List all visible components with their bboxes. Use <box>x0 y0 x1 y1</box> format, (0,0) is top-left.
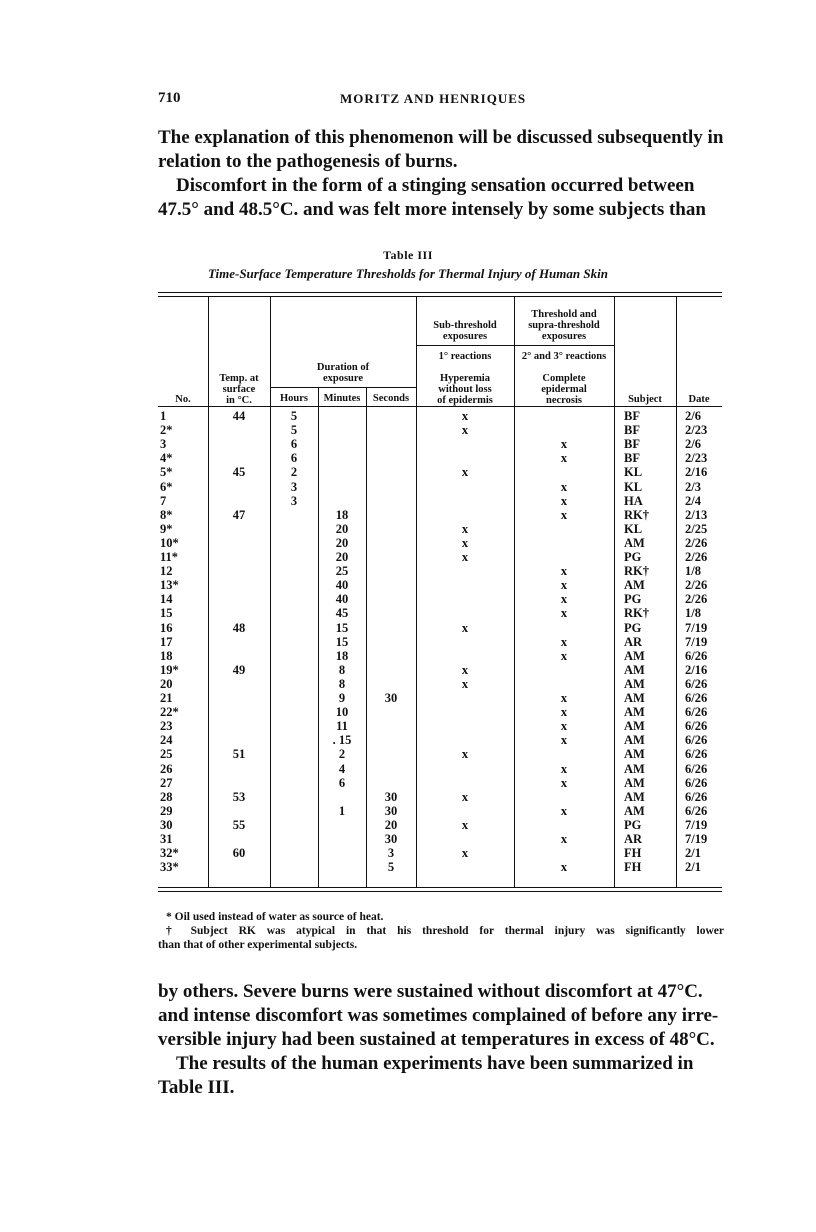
cell-subject: BF <box>624 437 640 452</box>
cell-hours: 6 <box>290 437 298 452</box>
footnote-oil: * Oil used instead of water as source of heat. <box>166 911 384 923</box>
table-label: Table III <box>383 248 433 262</box>
cell-no: 3 <box>160 437 167 452</box>
cell-temp: 44 <box>232 409 246 423</box>
cell-date: 6/26 <box>685 676 708 691</box>
cell-no: 18 <box>160 648 173 663</box>
cell-no: 32* <box>160 846 179 861</box>
paragraph-line: The results of the human experiments have been summarized in <box>176 1053 694 1074</box>
cell-subject: FH <box>624 860 642 875</box>
cell-supra-threshold: x <box>560 507 568 522</box>
cell-date: 2/1 <box>685 846 701 861</box>
cell-sub-threshold: x <box>461 550 469 564</box>
cell-no: 20 <box>160 676 173 691</box>
paragraph-line: versible injury had been sustained at temperatures in excess of 48°C. <box>158 1029 715 1050</box>
cell-no: 10* <box>160 535 179 550</box>
header-subject: Subject <box>628 394 662 405</box>
cell-subject: BF <box>624 451 640 466</box>
cell-seconds: 30 <box>384 832 398 846</box>
cell-no: 23 <box>160 719 173 734</box>
cell-subject: PG <box>624 817 642 832</box>
cell-date: 7/19 <box>685 817 708 832</box>
paragraph-line: relation to the pathogenesis of burns. <box>158 151 458 172</box>
header-date: Date <box>688 394 710 405</box>
cell-subject: AR <box>624 634 643 649</box>
cell-subject: HA <box>624 493 643 508</box>
cell-supra-threshold: x <box>560 648 568 663</box>
cell-subject: AM <box>624 676 645 691</box>
cell-minutes: 40 <box>335 578 349 593</box>
cell-no: 7 <box>160 493 167 508</box>
footnote-rk-1: † Subject RK was atypical in that his threshold for thermal injury was significantly lower <box>166 925 724 937</box>
cell-sub-threshold: x <box>461 620 469 635</box>
cell-supra-threshold: x <box>560 860 568 875</box>
cell-date: 2/16 <box>685 465 708 480</box>
cell-no: 28 <box>160 789 173 804</box>
header-supra-threshold-2: supra-threshold <box>528 320 600 331</box>
cell-subject: PG <box>624 592 642 607</box>
cell-date: 1/8 <box>685 606 701 621</box>
cell-sub-threshold: x <box>461 789 469 804</box>
cell-subject: KL <box>624 521 643 536</box>
cell-date: 2/23 <box>685 423 708 438</box>
paragraph-line: Discomfort in the form of a stinging sensation occurred between <box>176 175 695 196</box>
cell-minutes: 8 <box>338 676 346 691</box>
cell-subject: PG <box>624 620 642 635</box>
cell-date: 7/19 <box>685 620 708 635</box>
footnote-rk-2: than that of other experimental subjects. <box>158 939 358 951</box>
running-title: MORITZ AND HENRIQUES <box>340 91 527 106</box>
cell-no: 24 <box>160 733 173 748</box>
cell-sub-threshold: x <box>461 465 469 480</box>
header-sub-desc-2: without loss <box>438 384 492 395</box>
cell-minutes: 10 <box>335 705 349 720</box>
header-no: No. <box>175 394 191 405</box>
cell-date: 2/6 <box>685 437 701 452</box>
header-sub-threshold-1: Sub-threshold <box>433 320 497 331</box>
cell-supra-threshold: x <box>560 634 568 649</box>
cell-no: 9* <box>160 521 173 536</box>
cell-no: 30 <box>160 817 173 832</box>
cell-subject: PG <box>624 550 642 564</box>
cell-subject: RK† <box>624 507 649 522</box>
cell-supra-threshold: x <box>560 705 568 720</box>
cell-temp: 53 <box>232 789 246 804</box>
cell-supra-threshold: x <box>560 719 568 734</box>
cell-hours: 5 <box>290 423 298 438</box>
paragraph-line: The explanation of this phenomenon will be discussed subsequently in <box>158 127 724 148</box>
cell-temp: 47 <box>232 507 246 522</box>
cell-date: 2/26 <box>685 592 708 607</box>
cell-minutes: 11 <box>336 719 348 734</box>
cell-seconds: 3 <box>387 846 395 861</box>
header-supra-desc-1: Complete <box>542 373 586 384</box>
cell-subject: BF <box>624 423 640 438</box>
cell-subject: RK† <box>624 564 649 579</box>
cell-seconds: 30 <box>384 789 398 804</box>
cell-subject: KL <box>624 465 643 480</box>
cell-date: 7/19 <box>685 832 708 846</box>
header-temp-1: Temp. at <box>219 373 259 384</box>
cell-temp: 45 <box>232 465 246 480</box>
cell-no: 4* <box>160 451 173 466</box>
cell-supra-threshold: x <box>560 564 568 579</box>
header-duration-2: exposure <box>322 373 364 384</box>
cell-no: 12 <box>160 564 173 579</box>
header-supra-threshold-3: exposures <box>541 331 587 342</box>
cell-sub-threshold: x <box>461 846 469 861</box>
cell-no: 25 <box>160 747 173 762</box>
cell-sub-threshold: x <box>461 662 469 677</box>
cell-temp: 60 <box>232 846 246 861</box>
cell-minutes: 15 <box>335 620 349 635</box>
cell-date: 2/23 <box>685 451 708 466</box>
cell-temp: 51 <box>232 747 246 762</box>
cell-hours: 3 <box>290 479 298 494</box>
cell-subject: AM <box>624 747 645 762</box>
cell-subject: AM <box>624 691 645 705</box>
cell-hours: 3 <box>290 493 298 508</box>
cell-subject: AM <box>624 705 645 720</box>
cell-date: 2/13 <box>685 507 708 522</box>
cell-supra-threshold: x <box>560 803 568 818</box>
header-supra-reactions: 2° and 3° reactions <box>521 351 607 362</box>
cell-no: 22* <box>160 705 179 720</box>
cell-subject: AM <box>624 535 645 550</box>
cell-sub-threshold: x <box>461 535 469 550</box>
cell-supra-threshold: x <box>560 493 568 508</box>
cell-no: 19* <box>160 662 179 677</box>
cell-subject: AM <box>624 761 645 776</box>
cell-minutes: 6 <box>338 775 346 790</box>
paragraph-line: and intense discomfort was sometimes complained of before any irre- <box>158 1005 719 1026</box>
header-seconds: Seconds <box>372 393 410 404</box>
cell-no: 16 <box>160 620 173 635</box>
cell-date: 6/26 <box>685 803 708 818</box>
cell-date: 2/16 <box>685 662 708 677</box>
cell-date: 6/26 <box>685 648 708 663</box>
cell-temp: 48 <box>232 620 246 635</box>
header-supra-desc-2: epidermal <box>541 384 587 395</box>
cell-date: 2/1 <box>685 860 701 875</box>
cell-subject: AM <box>624 789 645 804</box>
cell-no: 5* <box>160 465 173 480</box>
cell-date: 2/26 <box>685 535 708 550</box>
cell-subject: AM <box>624 775 645 790</box>
cell-sub-threshold: x <box>461 521 469 536</box>
cell-date: 6/26 <box>685 719 708 734</box>
cell-no: 17 <box>160 634 173 649</box>
cell-date: 2/26 <box>685 578 708 593</box>
cell-supra-threshold: x <box>560 479 568 494</box>
cell-no: 13* <box>160 578 179 593</box>
cell-minutes: 25 <box>335 564 349 579</box>
cell-subject: AM <box>624 803 645 818</box>
cell-minutes: 20 <box>335 535 349 550</box>
cell-minutes: 1 <box>338 803 346 818</box>
cell-subject: KL <box>624 479 643 494</box>
cell-minutes: 8 <box>338 662 346 677</box>
header-duration-1: Duration of <box>316 362 370 373</box>
cell-date: 6/26 <box>685 691 708 705</box>
cell-supra-threshold: x <box>560 691 568 705</box>
cell-subject: AM <box>624 648 645 663</box>
header-sub-reactions: 1° reactions <box>438 351 492 362</box>
cell-minutes: 4 <box>338 761 346 776</box>
cell-date: 2/26 <box>685 550 708 564</box>
cell-sub-threshold: x <box>461 423 469 438</box>
cell-minutes: . 15 <box>332 733 352 748</box>
cell-subject: FH <box>624 846 642 861</box>
paragraph-line: by others. Severe burns were sustained without discomfort at 47°C. <box>158 981 703 1002</box>
table-caption: Time-Surface Temperature Thresholds for Thermal Injury of Human Skin <box>208 266 608 281</box>
cell-supra-threshold: x <box>560 733 568 748</box>
cell-date: 6/26 <box>685 705 708 720</box>
cell-subject: AM <box>624 578 645 593</box>
cell-supra-threshold: x <box>560 606 568 621</box>
cell-sub-threshold: x <box>461 747 469 762</box>
cell-supra-threshold: x <box>560 761 568 776</box>
cell-no: 26 <box>160 761 173 776</box>
cell-subject: AM <box>624 719 645 734</box>
cell-seconds: 30 <box>384 803 398 818</box>
cell-no: 33* <box>160 860 179 875</box>
cell-seconds: 30 <box>384 691 398 705</box>
cell-date: 6/26 <box>685 761 708 776</box>
cell-no: 31 <box>160 832 173 846</box>
cell-no: 8* <box>160 507 173 522</box>
cell-date: 6/26 <box>685 747 708 762</box>
header-minutes: Minutes <box>323 393 361 404</box>
header-temp-2: surface <box>222 384 256 395</box>
cell-seconds: 20 <box>384 817 398 832</box>
cell-supra-threshold: x <box>560 832 568 846</box>
cell-supra-threshold: x <box>560 592 568 607</box>
header-supra-threshold-1: Threshold and <box>531 309 597 320</box>
cell-hours: 2 <box>290 465 298 480</box>
cell-temp: 55 <box>232 817 246 832</box>
cell-minutes: 15 <box>335 634 349 649</box>
cell-supra-threshold: x <box>560 451 568 466</box>
cell-sub-threshold: x <box>461 409 469 423</box>
cell-supra-threshold: x <box>560 775 568 790</box>
paragraph-line: 47.5° and 48.5°C. and was felt more intensely by some subjects than <box>158 199 706 220</box>
cell-sub-threshold: x <box>461 676 469 691</box>
cell-date: 2/3 <box>685 479 701 494</box>
page-number: 710 <box>158 90 181 106</box>
cell-subject: RK† <box>624 606 649 621</box>
header-sub-desc-3: of epidermis <box>437 395 493 406</box>
cell-no: 21 <box>160 691 173 705</box>
cell-supra-threshold: x <box>560 437 568 452</box>
cell-date: 2/25 <box>685 521 708 536</box>
cell-no: 27 <box>160 775 173 790</box>
cell-subject: AM <box>624 733 645 748</box>
cell-minutes: 9 <box>338 691 346 705</box>
cell-supra-threshold: x <box>560 578 568 593</box>
cell-minutes: 2 <box>338 747 346 762</box>
cell-minutes: 20 <box>335 550 349 564</box>
cell-no: 15 <box>160 606 173 621</box>
cell-subject: BF <box>624 409 640 423</box>
cell-date: 6/26 <box>685 775 708 790</box>
cell-minutes: 40 <box>335 592 349 607</box>
header-temp-3: in °C. <box>226 395 252 406</box>
header-supra-desc-3: necrosis <box>546 395 582 406</box>
cell-no: 29 <box>160 803 173 818</box>
cell-no: 1 <box>160 409 167 423</box>
cell-date: 2/4 <box>685 493 701 508</box>
cell-no: 14 <box>160 592 173 607</box>
header-hours: Hours <box>279 393 308 404</box>
cell-date: 6/26 <box>685 789 708 804</box>
cell-subject: AR <box>624 832 643 846</box>
cell-hours: 5 <box>290 409 298 423</box>
cell-no: 11* <box>160 550 179 564</box>
cell-no: 6* <box>160 479 173 494</box>
cell-temp: 49 <box>232 662 246 677</box>
cell-sub-threshold: x <box>461 817 469 832</box>
cell-minutes: 45 <box>335 606 349 621</box>
cell-seconds: 5 <box>387 860 395 875</box>
cell-date: 7/19 <box>685 634 708 649</box>
cell-date: 1/8 <box>685 564 701 579</box>
cell-subject: AM <box>624 662 645 677</box>
paragraph-line: Table III. <box>158 1077 235 1098</box>
cell-minutes: 20 <box>335 521 349 536</box>
header-sub-threshold-2: exposures <box>442 331 488 342</box>
cell-hours: 6 <box>290 451 298 466</box>
cell-minutes: 18 <box>335 507 349 522</box>
cell-minutes: 18 <box>335 648 349 663</box>
cell-date: 2/6 <box>685 409 701 423</box>
cell-no: 2* <box>160 423 173 438</box>
cell-date: 6/26 <box>685 733 708 748</box>
header-sub-desc-1: Hyperemia <box>440 373 490 384</box>
